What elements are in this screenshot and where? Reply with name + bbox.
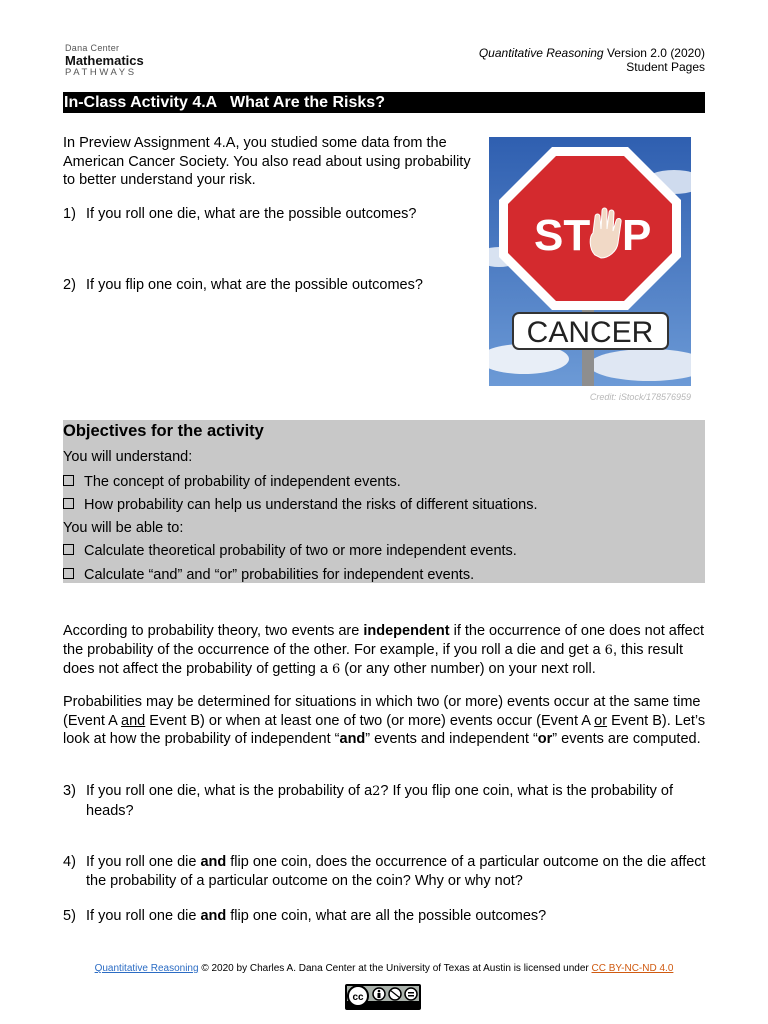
stop-sign-text-left: ST bbox=[534, 211, 591, 260]
activity-title: In-Class Activity 4.A What Are the Risks? bbox=[64, 94, 385, 111]
checkbox-icon bbox=[63, 544, 74, 555]
logo-line-3: PATHWAYS bbox=[65, 67, 137, 78]
question-2 bbox=[63, 276, 483, 295]
question-number: 3) bbox=[63, 783, 76, 799]
question-text: If you roll one die and flip one coin, does the occurrence of a particular outcome on the die affect the probability of a particular outcome on the coin? Why or why not? bbox=[86, 854, 706, 889]
question-4 bbox=[63, 853, 708, 890]
course-name: Quantitative Reasoning bbox=[478, 46, 604, 60]
license-link[interactable]: CC BY-NC-ND 4.0 bbox=[591, 963, 674, 974]
checkbox-icon bbox=[63, 498, 74, 509]
understand-label: You will understand: bbox=[63, 449, 193, 465]
and-or-paragraph: Probabilities may be determined for situations in which two (or more) events occur at the same time (Event A and Event B) or when at least one of two (or more) events occur (Event A or Event B). Let’s look at how the probability of independent “and” events and independent “or” events are computed. bbox=[63, 694, 706, 747]
question-1 bbox=[63, 205, 483, 224]
page-header bbox=[479, 46, 705, 74]
stop-sign-text-right: P bbox=[622, 211, 652, 260]
checkbox-icon bbox=[63, 475, 74, 486]
checkbox-icon bbox=[63, 568, 74, 579]
question-text: If you flip one coin, what are the possible outcomes? bbox=[86, 277, 423, 293]
svg-text:cc: cc bbox=[352, 992, 364, 1003]
footer-text: © 2020 by Charles A. Dana Center at the University of Texas at Austin is licensed under bbox=[198, 963, 592, 974]
cc-license-badge bbox=[345, 984, 421, 1010]
dana-center-logo bbox=[65, 44, 160, 78]
course-link[interactable]: Quantitative Reasoning bbox=[94, 963, 199, 974]
objective-item: Calculate “and” and “or” probabilities for independent events. bbox=[63, 567, 474, 583]
nd-icon bbox=[405, 988, 417, 1000]
question-text: If you roll one die, what are the possible outcomes? bbox=[86, 206, 417, 222]
question-text: If you roll one die and flip one coin, what are all the possible outcomes? bbox=[86, 908, 547, 924]
cancer-plate-text: CANCER bbox=[526, 316, 654, 349]
stop-cancer-photo bbox=[489, 137, 691, 386]
intro-paragraph: In Preview Assignment 4.A, you studied some data from the American Cancer Society. You also read about using probability to better understand your risk. bbox=[63, 135, 471, 188]
question-5 bbox=[63, 907, 708, 926]
logo-line-1: Dana Center bbox=[65, 43, 120, 53]
license-footer bbox=[0, 963, 768, 974]
objectives-box bbox=[63, 420, 705, 583]
image-credit: Credit: iStock/178576959 bbox=[589, 392, 691, 402]
independence-paragraph: According to probability theory, two events are independent if the occurrence of one does not affect the probability of the occurrence of the other. For example, if you roll a die and get a 6, this result does not affect the probability of getting a 6 (or any other number) on your next roll. bbox=[63, 623, 705, 677]
question-number: 5) bbox=[63, 908, 76, 924]
question-number: 1) bbox=[63, 206, 76, 222]
version: Version 2.0 (2020) bbox=[606, 46, 705, 60]
question-3 bbox=[63, 782, 708, 820]
able-label: You will be able to: bbox=[63, 520, 184, 536]
question-number: 2) bbox=[63, 277, 76, 293]
question-number: 4) bbox=[63, 854, 76, 870]
question-text: If you roll one die, what is the probability of a2? If you flip one coin, what is the probability of heads? bbox=[86, 783, 674, 819]
activity-title-bar bbox=[63, 92, 705, 113]
objective-item: Calculate theoretical probability of two or more independent events. bbox=[63, 543, 517, 559]
objectives-title: Objectives for the activity bbox=[63, 422, 264, 440]
student-pages-label: Student Pages bbox=[626, 60, 705, 74]
logo-line-2: Mathematics bbox=[65, 53, 144, 68]
objective-item: The concept of probability of independent events. bbox=[63, 474, 401, 490]
objective-item: How probability can help us understand the risks of different situations. bbox=[63, 497, 538, 513]
